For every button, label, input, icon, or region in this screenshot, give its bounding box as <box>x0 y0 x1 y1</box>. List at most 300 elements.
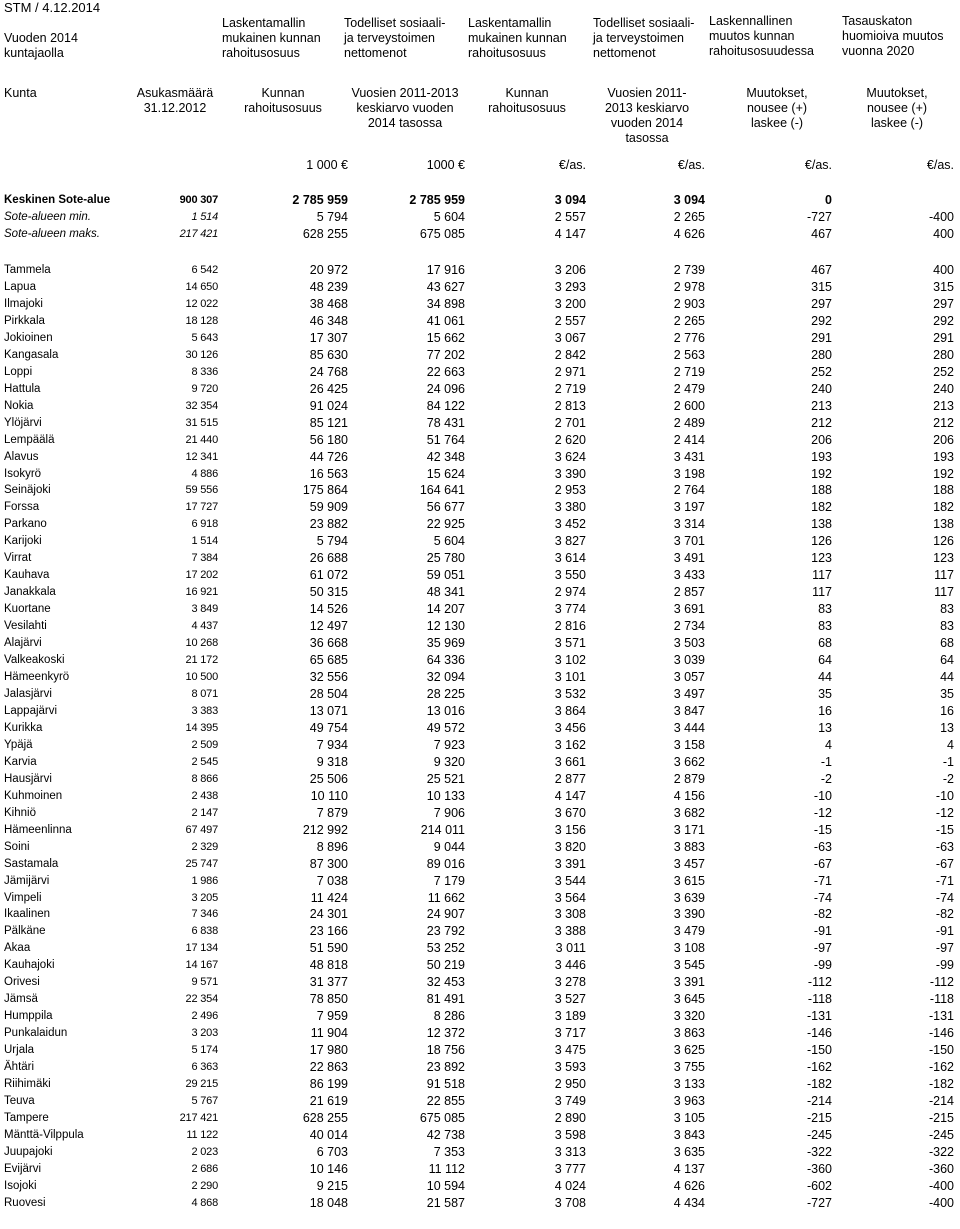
table-cell: 2 701 <box>554 415 586 430</box>
header-line: Kunnan <box>505 86 549 100</box>
municipality-name: Kuortane <box>4 603 51 616</box>
table-cell: -63 <box>935 839 954 854</box>
table-cell: 21 619 <box>309 1094 348 1109</box>
table-row <box>0 550 960 567</box>
table-cell: 2 509 <box>191 738 218 751</box>
table-row <box>0 1059 960 1076</box>
table-cell: 2 734 <box>673 619 705 634</box>
table-cell: 32 094 <box>426 670 465 685</box>
table-cell: 12 130 <box>426 619 465 634</box>
header-line: Vuoden 2014 <box>4 31 78 45</box>
table-cell: 3 614 <box>554 551 586 566</box>
municipality-name: Kauhajoki <box>4 959 55 972</box>
municipality-name: Hausjärvi <box>4 772 52 785</box>
table-cell: 297 <box>811 296 832 311</box>
table-cell: 292 <box>811 313 832 328</box>
table-cell: 91 518 <box>426 1077 465 1092</box>
table-cell: 206 <box>933 432 954 447</box>
table-cell: 4 <box>825 737 832 752</box>
municipality-name: Vimpeli <box>4 891 42 904</box>
table-cell: 12 497 <box>309 619 348 634</box>
table-cell: 5 794 <box>316 534 348 549</box>
table-cell: 297 <box>933 296 954 311</box>
table-cell: 3 497 <box>673 687 705 701</box>
table-cell: 3 200 <box>554 296 586 311</box>
table-row <box>0 279 960 296</box>
table-cell: 182 <box>811 500 832 515</box>
table-row <box>0 940 960 957</box>
table-cell: 3 206 <box>554 263 586 277</box>
table-cell: 193 <box>811 449 832 464</box>
table-cell: 6 363 <box>191 1061 218 1074</box>
header-line: Muutokset, <box>866 86 928 100</box>
table-cell: -112 <box>807 975 832 990</box>
unit-label: €/as. <box>804 158 832 172</box>
table-cell: -322 <box>806 1144 832 1159</box>
table-cell: -97 <box>935 941 954 956</box>
municipality-name: Jalasjärvi <box>4 688 52 700</box>
table-cell: 212 992 <box>302 822 348 837</box>
table-cell: 3 105 <box>673 1111 705 1125</box>
table-cell: 2 023 <box>191 1145 218 1158</box>
header-line: laskee (-) <box>870 116 924 130</box>
table-cell: -245 <box>928 1127 954 1142</box>
header-line: laskee (-) <box>750 116 804 130</box>
table-cell: 3 682 <box>673 805 705 820</box>
table-cell: 628 255 <box>302 227 348 241</box>
table-row <box>0 1178 960 1195</box>
municipality-name: Jämsä <box>4 993 38 1006</box>
table-cell: 31 515 <box>185 416 218 429</box>
table-cell: 64 <box>940 653 954 668</box>
table-row <box>0 669 960 686</box>
table-cell: -99 <box>813 958 832 973</box>
table-cell: 2 776 <box>673 330 705 345</box>
table-cell: 6 918 <box>191 518 218 531</box>
table-cell: 4 437 <box>191 620 218 633</box>
table-cell: 20 972 <box>309 263 348 277</box>
table-cell: 3 011 <box>555 941 586 956</box>
municipality-name: Kurikka <box>4 721 43 734</box>
municipality-name: Ikaalinen <box>4 908 51 921</box>
column-header-asukasmaara <box>125 86 225 116</box>
table-row <box>0 822 960 839</box>
municipality-name: Riihimäki <box>4 1078 51 1091</box>
header-line: Kunnan <box>261 86 305 100</box>
table-row <box>0 330 960 347</box>
table-cell: 2 785 959 <box>409 193 465 207</box>
unit-label: €/as. <box>677 158 705 172</box>
table-cell: 2 974 <box>554 585 586 600</box>
table-cell: 675 085 <box>419 1111 465 1125</box>
table-cell: -15 <box>813 822 832 837</box>
table-cell: 2 620 <box>554 432 586 447</box>
table-cell: -82 <box>935 907 954 922</box>
table-cell: 4 137 <box>673 1161 705 1176</box>
table-cell: 3 039 <box>673 653 705 668</box>
table-cell: 78 850 <box>309 992 348 1007</box>
table-cell: 44 <box>818 670 832 685</box>
table-cell: 3 639 <box>673 890 705 905</box>
table-cell: 32 354 <box>185 399 218 412</box>
table-row <box>0 296 960 313</box>
table-cell: 3 162 <box>554 737 586 752</box>
table-row <box>0 890 960 907</box>
table-cell: 206 <box>811 432 832 447</box>
group-header-kuntajako <box>4 31 78 61</box>
header-line: mukainen kunnan <box>222 31 321 45</box>
table-cell: 3 391 <box>554 856 586 871</box>
table-cell: 3 883 <box>673 839 705 854</box>
municipality-name: Lempäälä <box>4 433 55 446</box>
table-cell: 212 <box>811 415 832 430</box>
unit-label: €/as. <box>926 158 954 172</box>
table-cell: 3 391 <box>673 975 705 990</box>
municipality-name: Orivesi <box>4 976 40 989</box>
table-row <box>0 771 960 788</box>
table-row <box>0 1144 960 1161</box>
table-cell: 9 320 <box>433 754 465 769</box>
table-cell: 3 847 <box>673 703 705 718</box>
municipality-name: Jokioinen <box>4 331 53 344</box>
table-cell: 3 863 <box>673 1026 705 1041</box>
table-cell: 2 879 <box>673 771 705 786</box>
table-cell: 3 452 <box>554 517 586 532</box>
table-cell: 3 314 <box>673 517 705 532</box>
table-cell: 49 754 <box>309 720 348 735</box>
table-cell: 217 421 <box>179 228 218 240</box>
table-cell: 400 <box>933 263 954 277</box>
table-cell: 3 171 <box>673 822 705 837</box>
municipality-name: Valkeakoski <box>4 654 65 667</box>
table-cell: 4 024 <box>554 1178 586 1193</box>
table-cell: 16 <box>940 703 954 718</box>
table-cell: 3 390 <box>673 907 705 922</box>
table-cell: 1 514 <box>191 535 218 548</box>
municipality-name: Hattula <box>4 382 41 395</box>
table-cell: 4 434 <box>673 1195 705 1210</box>
table-cell: 3 293 <box>554 279 586 294</box>
municipality-name: Tammela <box>4 264 51 276</box>
table-cell: 35 <box>818 687 832 701</box>
table-row <box>0 516 960 533</box>
municipality-name: Ähtäri <box>4 1061 35 1074</box>
table-cell: 3 624 <box>554 449 586 464</box>
table-cell: -602 <box>806 1178 832 1193</box>
header-line: Kunta <box>4 86 37 100</box>
table-cell: 240 <box>811 381 832 396</box>
table-cell: 24 096 <box>426 381 465 396</box>
group-header-nettomenot-a <box>344 16 445 61</box>
table-cell: 48 818 <box>309 958 348 973</box>
table-cell: 87 300 <box>309 856 348 871</box>
table-cell: 2 739 <box>673 263 705 277</box>
table-cell: 56 677 <box>426 500 465 515</box>
table-cell: 14 650 <box>185 280 218 293</box>
header-line: vuonna 2020 <box>842 44 915 58</box>
table-row <box>0 449 960 466</box>
table-cell: 56 180 <box>309 432 348 447</box>
table-cell: 85 121 <box>309 415 348 430</box>
table-cell: 3 843 <box>673 1127 705 1142</box>
municipality-name: Kauhava <box>4 569 50 582</box>
table-cell: 8 071 <box>191 688 218 700</box>
table-cell: 126 <box>811 534 832 549</box>
table-cell: -322 <box>928 1144 954 1159</box>
table-cell: 188 <box>811 483 832 498</box>
column-header-muutokset-a <box>722 86 832 131</box>
table-cell: 1 986 <box>191 874 218 887</box>
table-cell: 22 925 <box>426 517 465 532</box>
table-cell: 7 346 <box>191 908 218 921</box>
table-cell: 61 072 <box>309 568 348 583</box>
header-line: nousee (+) <box>746 101 808 115</box>
table-cell: 5 643 <box>191 331 218 344</box>
table-cell: 7 923 <box>433 737 465 752</box>
table-cell: 3 708 <box>554 1195 586 1210</box>
table-row <box>0 381 960 398</box>
table-cell: 3 158 <box>673 737 705 752</box>
table-cell: 3 544 <box>554 873 586 888</box>
table-cell: 64 336 <box>426 653 465 668</box>
municipality-name: Keskinen Sote-alue <box>4 194 111 206</box>
table-cell: 59 051 <box>426 568 465 583</box>
table-cell: 9 571 <box>191 976 218 989</box>
table-cell: 13 <box>940 720 954 735</box>
municipality-name: Karijoki <box>4 535 42 548</box>
municipality-name: Kangasala <box>4 348 59 361</box>
table-row <box>0 1093 960 1110</box>
table-cell: 3 849 <box>191 603 218 616</box>
table-cell: 67 497 <box>185 823 218 836</box>
table-cell: 53 252 <box>426 941 465 956</box>
table-cell: 25 780 <box>426 551 465 566</box>
table-cell: -182 <box>806 1077 832 1092</box>
table-cell: 22 855 <box>426 1094 465 1109</box>
table-row <box>0 703 960 720</box>
table-cell: -162 <box>806 1060 832 1075</box>
table-row <box>0 226 960 243</box>
table-cell: 3 545 <box>673 958 705 973</box>
table-cell: -146 <box>928 1026 954 1041</box>
table-cell: 26 688 <box>309 551 348 566</box>
table-cell: -118 <box>929 992 954 1007</box>
table-cell: -91 <box>813 924 832 939</box>
table-cell: 11 904 <box>310 1026 348 1041</box>
municipality-name: Sote-alueen maks. <box>4 228 100 240</box>
table-cell: 252 <box>811 364 832 379</box>
table-row <box>0 1195 960 1212</box>
table-cell: 8 896 <box>316 839 348 854</box>
table-cell: 188 <box>933 483 954 498</box>
table-cell: 50 315 <box>309 585 348 600</box>
table-cell: 84 122 <box>426 398 465 413</box>
table-cell: 83 <box>940 602 954 617</box>
table-row <box>0 262 960 279</box>
table-cell: 11 424 <box>310 890 348 905</box>
table-cell: 11 112 <box>428 1161 465 1176</box>
table-cell: 3 503 <box>673 636 705 651</box>
table-cell: -245 <box>806 1127 832 1142</box>
table-cell: 4 <box>947 737 954 752</box>
header-line: Todelliset sosiaali- <box>593 16 695 30</box>
header-line: ja terveystoimen <box>344 31 436 45</box>
table-row <box>0 873 960 890</box>
table-cell: 214 011 <box>420 822 465 837</box>
column-header-rahoitusosuus-a <box>228 86 338 116</box>
table-row <box>0 432 960 449</box>
table-cell: 192 <box>933 466 954 481</box>
table-cell: 3 625 <box>673 1043 705 1058</box>
table-cell: -91 <box>935 924 954 939</box>
table-cell: 217 421 <box>179 1112 218 1124</box>
table-cell: 3 203 <box>191 1027 218 1040</box>
table-cell: 4 626 <box>673 227 705 241</box>
table-cell: 13 016 <box>426 703 465 718</box>
table-row <box>0 482 960 499</box>
table-cell: 3 446 <box>554 958 586 973</box>
table-row <box>0 1110 960 1127</box>
municipality-name: Humppila <box>4 1010 53 1023</box>
header-line: Vuosien 2011-2013 <box>351 86 459 100</box>
table-cell: 291 <box>933 330 954 345</box>
table-cell: 2 329 <box>191 840 218 853</box>
table-cell: -12 <box>935 805 954 820</box>
municipality-name: Hämeenlinna <box>4 823 72 836</box>
table-cell: 2 496 <box>191 1010 218 1023</box>
table-cell: 35 <box>940 687 954 701</box>
header-line: Todelliset sosiaali- <box>344 16 446 30</box>
table-cell: 25 506 <box>309 771 348 786</box>
table-row <box>0 499 960 516</box>
table-cell: 182 <box>933 500 954 515</box>
table-cell: 2 265 <box>673 313 705 328</box>
column-header-rahoitusosuus-b <box>472 86 582 116</box>
table-cell: 2 686 <box>191 1162 218 1175</box>
table-cell: 2 147 <box>191 806 218 819</box>
table-cell: 3 433 <box>673 568 705 583</box>
header-line: Tasauskaton <box>842 14 913 28</box>
table-row <box>0 991 960 1008</box>
table-cell: 12 372 <box>426 1026 465 1041</box>
table-cell: 3 383 <box>191 704 218 717</box>
table-cell: 17 202 <box>185 569 218 582</box>
table-cell: 7 879 <box>316 805 348 820</box>
table-cell: 35 969 <box>426 636 465 651</box>
table-cell: 3 456 <box>554 720 586 735</box>
table-row <box>0 1042 960 1059</box>
table-cell: 467 <box>811 263 832 277</box>
table-row <box>0 923 960 940</box>
municipality-name: Kihniö <box>4 806 36 819</box>
table-row <box>0 906 960 923</box>
table-cell: 23 892 <box>426 1060 465 1075</box>
table-cell: 21 587 <box>426 1195 465 1210</box>
table-cell: 51 590 <box>309 941 348 956</box>
table-cell: 1 514 <box>191 211 218 223</box>
table-cell: 3 550 <box>554 568 586 583</box>
table-cell: 3 057 <box>673 670 705 685</box>
table-cell: 4 147 <box>554 227 586 241</box>
unit-label: 1000 € <box>426 158 465 172</box>
table-row <box>0 1025 960 1042</box>
table-cell: 3 108 <box>673 941 705 956</box>
table-cell: 126 <box>933 534 954 549</box>
column-header-keskiarvo-b <box>592 86 702 146</box>
table-cell: 26 425 <box>309 381 348 396</box>
table-cell: 10 110 <box>310 788 348 803</box>
table-cell: 64 <box>818 653 832 668</box>
table-cell: 3 388 <box>554 924 586 939</box>
municipality-name: Tampere <box>4 1112 49 1124</box>
table-cell: -131 <box>928 1009 954 1024</box>
table-cell: 17 727 <box>185 501 218 514</box>
table-cell: 28 504 <box>309 687 348 701</box>
table-cell: 3 444 <box>673 720 705 735</box>
table-cell: 280 <box>811 347 832 362</box>
header-line: Laskentamallin <box>222 16 306 30</box>
table-cell: -131 <box>806 1009 832 1024</box>
table-cell: 5 794 <box>316 210 348 224</box>
table-cell: 2 557 <box>554 313 586 328</box>
table-row <box>0 398 960 415</box>
table-cell: 2 719 <box>673 364 705 379</box>
table-cell: 28 225 <box>426 687 465 701</box>
group-header-laskentamalli-b <box>468 16 567 61</box>
table-cell: 3 774 <box>554 602 586 617</box>
table-cell: 2 764 <box>673 483 705 498</box>
table-cell: 9 720 <box>191 382 218 395</box>
municipality-name: Ypäjä <box>4 738 33 751</box>
table-row <box>0 313 960 330</box>
table-cell: 42 738 <box>426 1127 465 1142</box>
table-cell: 3 749 <box>554 1094 586 1109</box>
table-cell: -67 <box>813 856 832 871</box>
header-line: vuoden 2014 <box>610 116 684 130</box>
table-cell: 10 146 <box>309 1161 348 1176</box>
table-cell: 8 286 <box>433 1009 465 1024</box>
table-cell: 3 189 <box>554 1009 586 1024</box>
table-row <box>0 1127 960 1144</box>
table-row <box>0 737 960 754</box>
table-cell: -118 <box>807 992 832 1007</box>
header-line: huomioiva muutos <box>842 29 944 43</box>
group-header-nettomenot-b <box>593 16 694 61</box>
table-row <box>0 957 960 974</box>
header-line: Laskennallinen <box>709 14 793 28</box>
table-cell: 280 <box>933 347 954 362</box>
table-cell: 3 827 <box>554 534 586 549</box>
column-header-keskiarvo-a <box>340 86 470 131</box>
table-cell: 41 061 <box>426 313 465 328</box>
table-cell: 25 747 <box>185 857 218 870</box>
table-cell: 23 792 <box>426 924 465 939</box>
unit-label: €/as. <box>558 158 586 172</box>
table-cell: 85 630 <box>309 347 348 362</box>
table-cell: 3 635 <box>673 1144 705 1159</box>
table-cell: 4 156 <box>673 788 705 803</box>
municipality-name: Loppi <box>4 365 33 378</box>
table-cell: 2 890 <box>554 1111 586 1125</box>
table-cell: 65 685 <box>309 653 348 668</box>
table-cell: 2 719 <box>554 381 586 396</box>
municipality-name: Ruovesi <box>4 1196 46 1209</box>
table-cell: 49 572 <box>426 720 465 735</box>
table-cell: 10 268 <box>185 637 218 650</box>
table-cell: 4 868 <box>191 1196 218 1209</box>
table-cell: -360 <box>928 1161 954 1176</box>
table-cell: 3 102 <box>554 653 586 668</box>
